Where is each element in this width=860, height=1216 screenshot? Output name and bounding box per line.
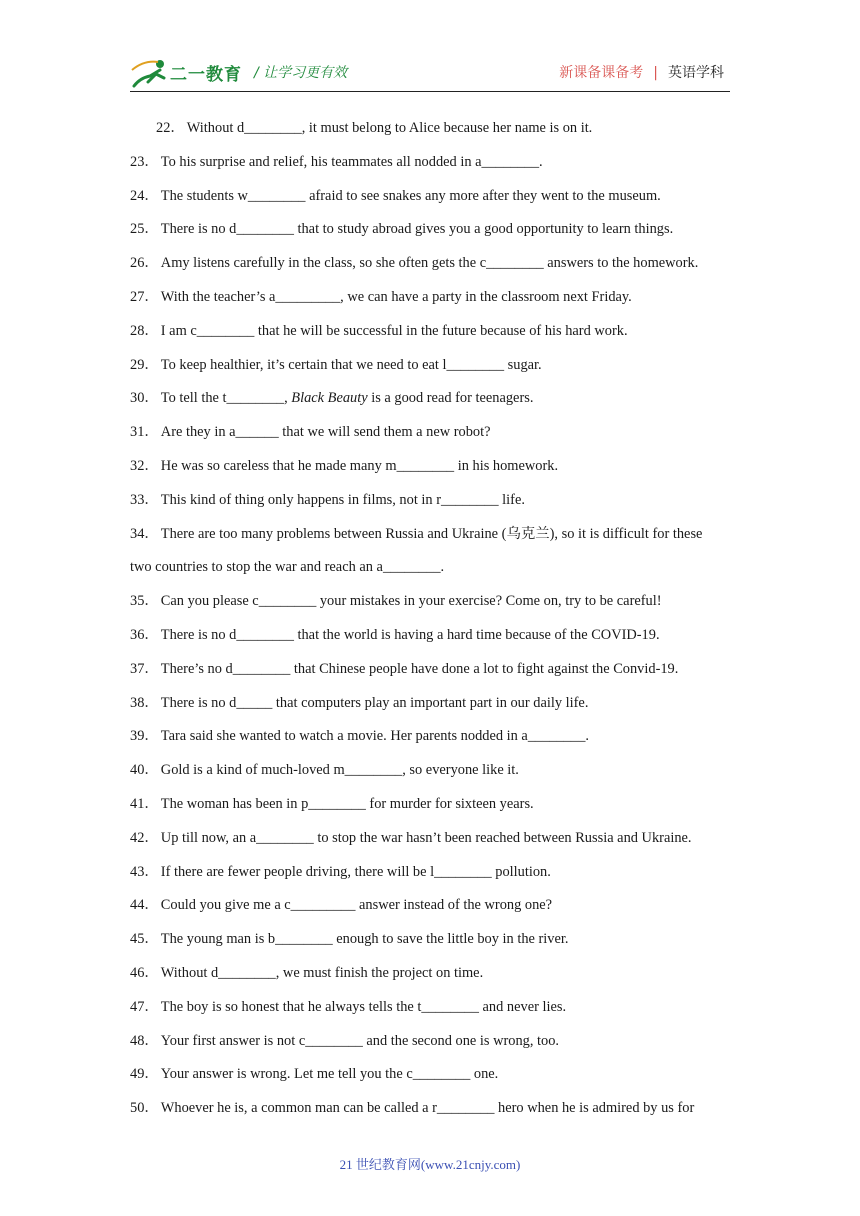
question-item — [130, 315, 735, 349]
question-item — [130, 281, 735, 315]
question-item — [130, 484, 735, 518]
question-number: 45． — [130, 931, 159, 948]
question-text: The students w________ afraid to see snakes any more after they went to the museum. — [160, 187, 661, 204]
question-text: With the teacher’s a_________, we can have a party in the classroom next Friday. — [160, 288, 632, 305]
question-text: There is no d________ that the world is having a hard time because of the COVID-19. — [160, 626, 660, 643]
question-text: There is no d________ that to study abroad gives you a good opportunity to learn things. — [160, 221, 674, 238]
question-number: 35． — [130, 593, 159, 610]
header-subject-label: 英语学科 — [668, 65, 724, 81]
question-item — [130, 416, 735, 450]
question-text: Tara said she wanted to watch a movie. Her parents nodded in a________. — [160, 728, 589, 745]
question-item — [130, 213, 735, 247]
question-text: There are too many problems between Russia and Ukraine (乌克兰), so it is difficult for these — [160, 525, 703, 542]
question-item — [130, 923, 735, 957]
question-continuation: two countries to stop the war and reach an a________. — [130, 559, 445, 576]
question-text: Can you please c________ your mistakes in your exercise? Come on, try to be careful! — [160, 593, 662, 610]
header-divider — [130, 91, 730, 92]
question-number: 48． — [130, 1032, 159, 1049]
question-number: 25． — [130, 221, 159, 238]
question-number: 47． — [130, 998, 159, 1015]
question-item — [130, 687, 735, 721]
question-number: 24． — [130, 187, 159, 204]
question-number: 44． — [130, 897, 159, 914]
question-number: 37． — [130, 660, 159, 677]
question-item — [130, 518, 735, 552]
question-number: 22． — [156, 120, 185, 136]
question-item — [130, 450, 735, 484]
question-text: Without d________, it must belong to Alice because her name is on it. — [186, 120, 593, 136]
question-item — [130, 889, 735, 923]
question-number: 34． — [130, 525, 159, 542]
question-number: 27． — [130, 288, 159, 305]
question-text: If there are fewer people driving, there will be l________ pollution. — [160, 863, 551, 880]
question-text: There’s no d________ that Chinese people have done a lot to fight against the Convid-19. — [160, 660, 679, 677]
question-text: There is no d_____ that computers play an important part in our daily life. — [160, 694, 589, 711]
question-text: The boy is so honest that he always tells the t________ and never lies. — [160, 998, 567, 1015]
question-item — [130, 653, 735, 687]
logo-text: 二一教育 — [170, 65, 242, 85]
question-item — [130, 991, 735, 1025]
question-number: 23． — [130, 153, 159, 170]
question-item — [130, 146, 735, 180]
question-number: 50． — [130, 1100, 159, 1117]
question-number: 43． — [130, 863, 159, 880]
question-text: Without d________, we must finish the project on time. — [160, 964, 484, 981]
question-number: 33． — [130, 491, 159, 508]
question-text: Amy listens carefully in the class, so she often gets the c________ answers to the homework. — [160, 255, 699, 272]
header-subject — [559, 62, 724, 82]
question-text: Could you give me a c_________ answer instead of the wrong one? — [160, 897, 553, 914]
question-number: 49． — [130, 1066, 159, 1083]
question-number: 40． — [130, 762, 159, 779]
question-text: To his surprise and relief, his teammates all nodded in a________. — [160, 153, 543, 170]
question-item — [130, 180, 735, 214]
question-item — [130, 619, 735, 653]
question-item — [130, 720, 735, 754]
slogan: / 让学习更有效 — [254, 65, 348, 81]
header-separator: | — [653, 65, 658, 81]
question-item — [130, 1058, 735, 1092]
question-item — [130, 585, 735, 619]
question-text: I am c________ that he will be successful in the future because of his hard work. — [160, 322, 628, 339]
question-text: Up till now, an a________ to stop the war hasn’t been reached between Russia and Ukraine. — [160, 829, 692, 846]
question-text: Your answer is wrong. Let me tell you the c________ one. — [160, 1066, 499, 1083]
question-text: This kind of thing only happens in films, not in r________ life. — [160, 491, 525, 508]
book-title: Black Beauty — [291, 390, 368, 407]
question-text: Are they in a______ that we will send them a new robot? — [160, 424, 491, 441]
question-text: Your first answer is not c________ and the second one is wrong, too. — [160, 1032, 560, 1049]
question-list — [130, 112, 735, 1126]
header-course-label: 新课备课备考 — [559, 65, 644, 81]
question-number: 36． — [130, 626, 159, 643]
question-number: 46． — [130, 964, 159, 981]
question-text: Gold is a kind of much-loved m________, so everyone like it. — [160, 762, 519, 779]
question-number: 32． — [130, 457, 159, 474]
question-number: 39． — [130, 728, 159, 745]
question-item — [130, 754, 735, 788]
question-text: The young man is b________ enough to save the little boy in the river. — [160, 931, 569, 948]
question-number: 26． — [130, 255, 159, 272]
question-number: 28． — [130, 322, 159, 339]
question-item — [130, 349, 735, 383]
question-item — [130, 788, 735, 822]
question-number: 42． — [130, 829, 159, 846]
question-text: To tell the t________, — [160, 390, 292, 407]
question-item — [130, 1025, 735, 1059]
page-footer: 21 世纪教育网(www.21cnjy.com) — [339, 1157, 521, 1172]
question-text: Whoever he is, a common man can be called a r________ hero when he is admired by us for — [160, 1100, 695, 1117]
question-number: 29． — [130, 356, 159, 373]
question-text: The woman has been in p________ for murder for sixteen years. — [160, 795, 534, 812]
question-text: He was so careless that he made many m________ in his homework. — [160, 457, 559, 474]
question-number: 41． — [130, 795, 159, 812]
question-number: 31． — [130, 424, 159, 441]
question-item — [130, 112, 735, 146]
question-item — [130, 957, 735, 991]
page-header — [0, 0, 860, 100]
question-item — [130, 822, 735, 856]
question-number: 30． — [130, 390, 159, 407]
question-item — [130, 382, 735, 416]
question-item — [130, 247, 735, 281]
question-item — [130, 1092, 735, 1126]
question-item — [130, 856, 735, 890]
question-text: To keep healthier, it’s certain that we need to eat l________ sugar. — [160, 356, 542, 373]
question-number: 38． — [130, 694, 159, 711]
question-text: is a good read for teenagers. — [367, 390, 534, 407]
